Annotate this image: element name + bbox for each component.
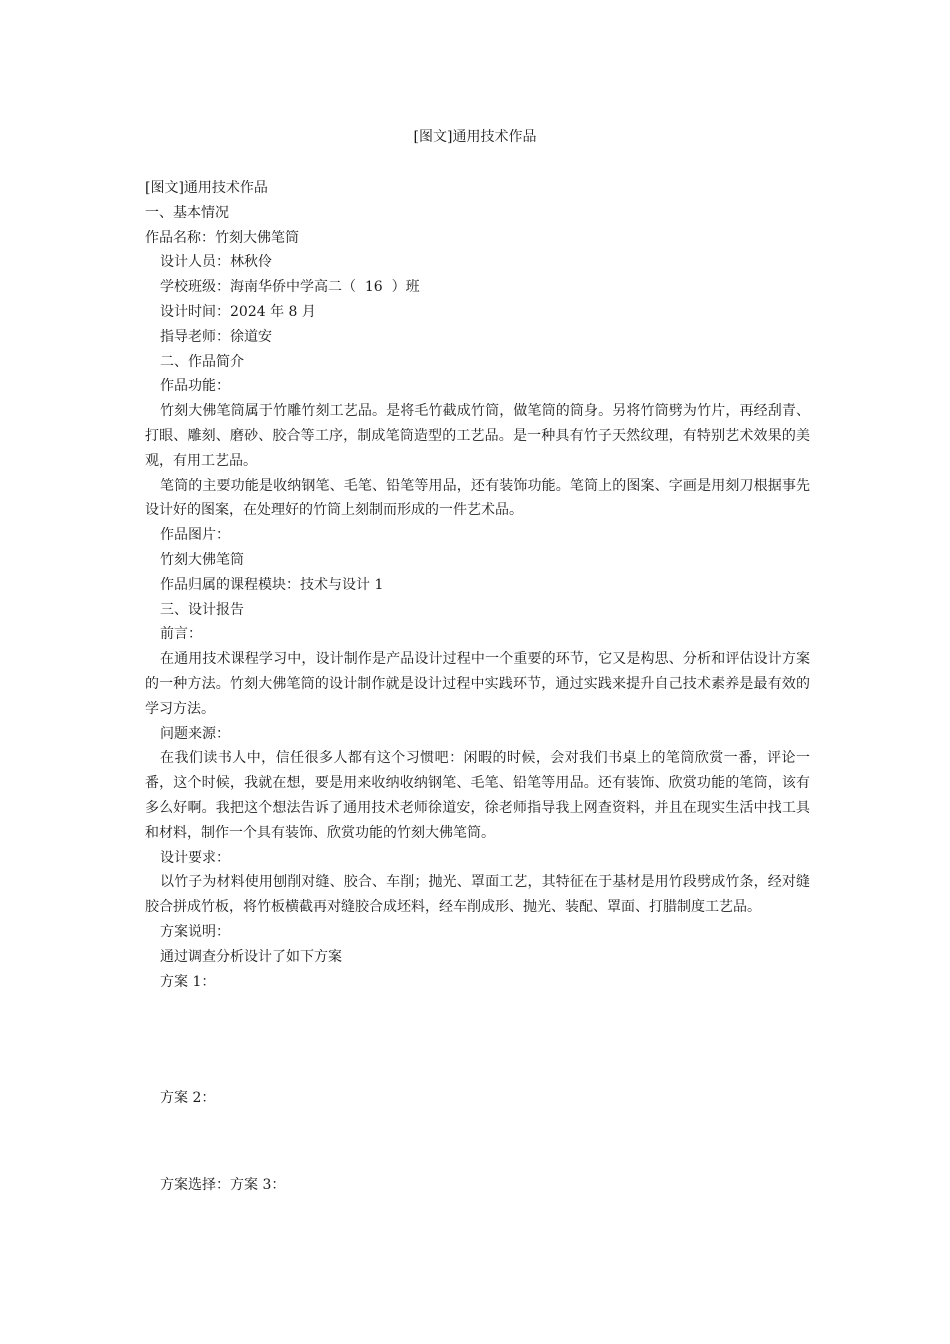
scheme-2-spacer xyxy=(145,1111,810,1173)
school-class: 学校班级：海南华侨中学高二（ 16 ）班 xyxy=(160,279,420,296)
scheme-2: 方案 2： xyxy=(160,1090,216,1107)
picture-label: 作品图片： xyxy=(160,527,230,544)
requirements-paragraph: 以竹子为材料使用刨削对缝、胶合、车削；抛光、罩面工艺，其特征在于基材是用竹段劈成竹条，经对缝胶合拼成竹板，将竹板横截再对缝胶合成坯料，经车削成形、抛光、装配、罩面、打腊制度工艺品。 xyxy=(145,874,810,916)
requirements-label: 设计要求： xyxy=(160,849,230,866)
designer: 设计人员：林秋伶 xyxy=(160,254,272,271)
scheme-1: 方案 1： xyxy=(160,973,216,990)
function-paragraph-1: 竹刻大佛笔筒属于竹雕竹刻工艺品。是将毛竹截成竹筒，做笔筒的筒身。另将竹筒劈为竹片，再经刮青、打眼、雕刻、磨砂、胶合等工序，制成笔筒造型的工艺品。是一种具有竹子天然纹理，有特别艺术效果的美观，有用工艺品。 xyxy=(145,403,810,469)
document-body xyxy=(145,176,810,1198)
preface-paragraph: 在通用技术课程学习中，设计制作是产品设计过程中一个重要的环节，它又是构思、分析和评估设计方案的一种方法。竹刻大佛笔筒的设计制作就是设计过程中实践环节，通过实践来提升自己技术素养是最有效的学习方法。 xyxy=(145,651,810,717)
scheme-choice: 方案选择：方案 3： xyxy=(160,1177,286,1194)
scheme-intro: 通过调查分析设计了如下方案 xyxy=(160,948,342,965)
picture-caption: 竹刻大佛笔筒 xyxy=(160,551,244,568)
scheme-1-spacer xyxy=(145,994,810,1086)
course-module: 作品归属的课程模块：技术与设计 1 xyxy=(160,576,384,593)
teacher: 指导老师：徐道安 xyxy=(160,328,272,345)
page-title: [图文]通用技术作品 xyxy=(413,129,537,145)
function-label: 作品功能： xyxy=(160,378,230,395)
preface-label: 前言： xyxy=(160,626,202,643)
document-heading: [图文]通用技术作品 xyxy=(145,180,268,196)
function-paragraph-2: 笔筒的主要功能是收纳钢笔、毛笔、铅笔等用品，还有装饰功能。笔筒上的图案、字画是用刻刀根据事先设计好的图案，在处理好的竹筒上刻制而形成的一件艺术品。 xyxy=(145,477,810,519)
section-heading-intro: 二、作品简介 xyxy=(160,353,244,370)
section-heading-report: 三、设计报告 xyxy=(160,601,244,618)
problem-label: 问题来源： xyxy=(160,725,230,742)
section-heading-basic-info: 一、基本情况 xyxy=(145,204,229,221)
design-time: 设计时间：2024 年 8 月 xyxy=(160,303,316,320)
work-name: 作品名称：竹刻大佛笔筒 xyxy=(145,229,299,246)
scheme-label: 方案说明： xyxy=(160,923,230,940)
problem-paragraph: 在我们读书人中，信任很多人都有这个习惯吧：闲暇的时候，会对我们书桌上的笔筒欣赏一番，评论一番，这个时候，我就在想，要是用来收纳收纳钢笔、毛笔、铅笔等用品。还有装饰、欣赏功能的笔筒，该有多么好啊。我把这个想法告诉了通用技术老师徐道安，徐老师指导我上网查资料，并且在现实生活中找工具和材料，制作一个具有装饰、欣赏功能的竹刻大佛笔筒。 xyxy=(145,750,810,841)
